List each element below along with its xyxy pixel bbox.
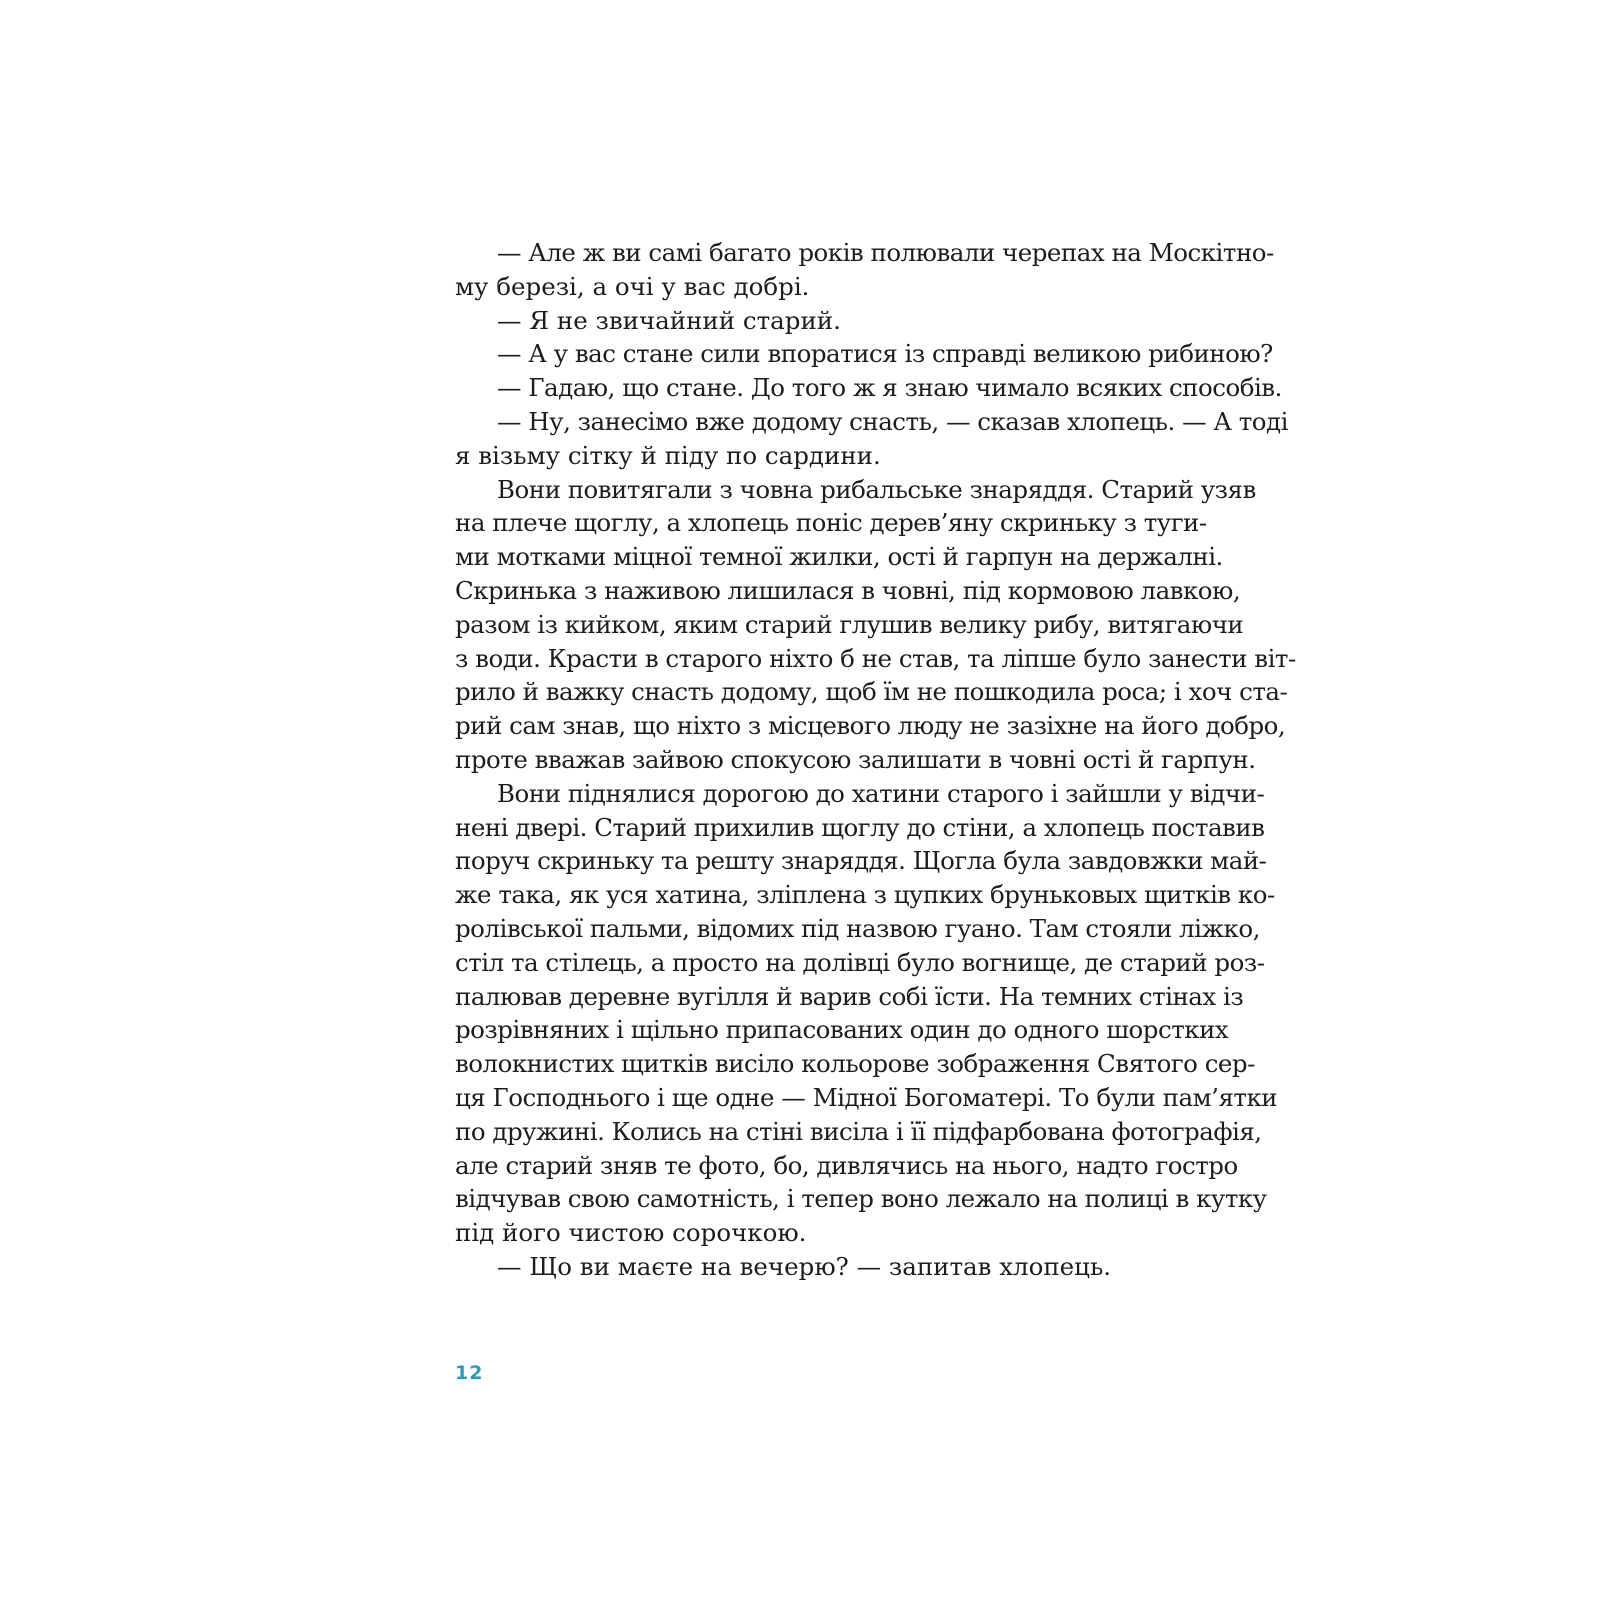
text-line: — Що ви маєте на вечерю? — запитав хлопець. — [497, 1251, 1112, 1281]
text-line: ми мотками міцної темної жилки, ості й гарпун на держалні. — [455, 542, 1223, 572]
text-line: відчував свою самотність, і тепер воно лежало на полиці в кутку — [455, 1184, 1267, 1214]
text-line: розрівняних і щільно припасованих один до одного шорстких — [455, 1015, 1229, 1045]
text-line: Вони піднялися дорогою до хатини старого і зайшли у відчи- — [497, 778, 1265, 808]
text-line: на плече щоглу, а хлопець поніс дерев’яну скриньку з туги- — [455, 508, 1207, 538]
text-line: нені двері. Старий прихилив щоглу до стіни, а хлопець поставив — [455, 812, 1265, 842]
body-text — [455, 236, 1296, 1284]
text-line: але старий зняв те фото, бо, дивлячись на нього, надто гостро — [455, 1150, 1238, 1180]
text-line: разом із кийком, яким старий глушив велику рибу, витягаючи — [455, 609, 1244, 639]
text-line: ролівської пальми, відомих під назвою гуано. Там стояли ліжко, — [455, 913, 1260, 943]
text-line: му березі, а очі у вас добрі. — [455, 271, 810, 301]
text-line: же така, як уся хатина, зліплена з цупких бруньковых щитків ко- — [455, 880, 1275, 910]
text-line: волокнистих щитків висіло кольорове зображення Святого сер- — [455, 1049, 1255, 1079]
text-line: Скринька з наживою лишилася в човні, під кормовою лавкою, — [455, 575, 1241, 605]
text-line: рий сам знав, що ніхто з місцевого люду не зазіхне на його добро, — [455, 711, 1286, 741]
text-line: — Гадаю, що стане. До того ж я знаю чимало всяких способів. — [497, 373, 1282, 403]
text-line: рило й важку снасть додому, щоб їм не пошкодила роса; і хоч ста- — [455, 677, 1288, 707]
text-line: палював деревне вугілля й варив собі їсти. На темних стінах із — [455, 981, 1244, 1011]
text-line: з води. Красти в старого ніхто б не став, та ліпше було занести віт- — [455, 643, 1296, 673]
text-line: по дружині. Колись на стіні висіла і її підфарбована фотографія, — [455, 1116, 1262, 1146]
text-line: — Але ж ви самі багато років полювали черепах на Москітно- — [497, 238, 1274, 267]
page-number: 12 — [455, 1362, 484, 1384]
text-line: я візьму сітку й піду по сардини. — [455, 440, 881, 470]
text-line: під його чистою сорочкою. — [455, 1218, 807, 1248]
text-line: — Ну, занесімо вже додому снасть, — сказав хлопець. — А тоді — [497, 406, 1288, 436]
text-line: Вони повитягали з човна рибальське знаряддя. Старий узяв — [497, 474, 1256, 504]
text-line: стіл та стілець, а просто на долівці було вогнище, де старий роз- — [455, 947, 1265, 977]
text-line: — А у вас стане сили впоратися із справді великою рибиною? — [497, 339, 1273, 369]
text-line: поруч скриньку та решту знаряддя. Щогла була завдовжки май- — [455, 846, 1267, 876]
text-line: ця Господнього і ще одне — Мідної Богоматері. То були пам’ятки — [455, 1082, 1278, 1112]
text-line: — Я не звичайний старий. — [497, 305, 841, 335]
text-line: проте вважав зайвою спокусою залишати в човні ості й гарпун. — [455, 744, 1256, 774]
